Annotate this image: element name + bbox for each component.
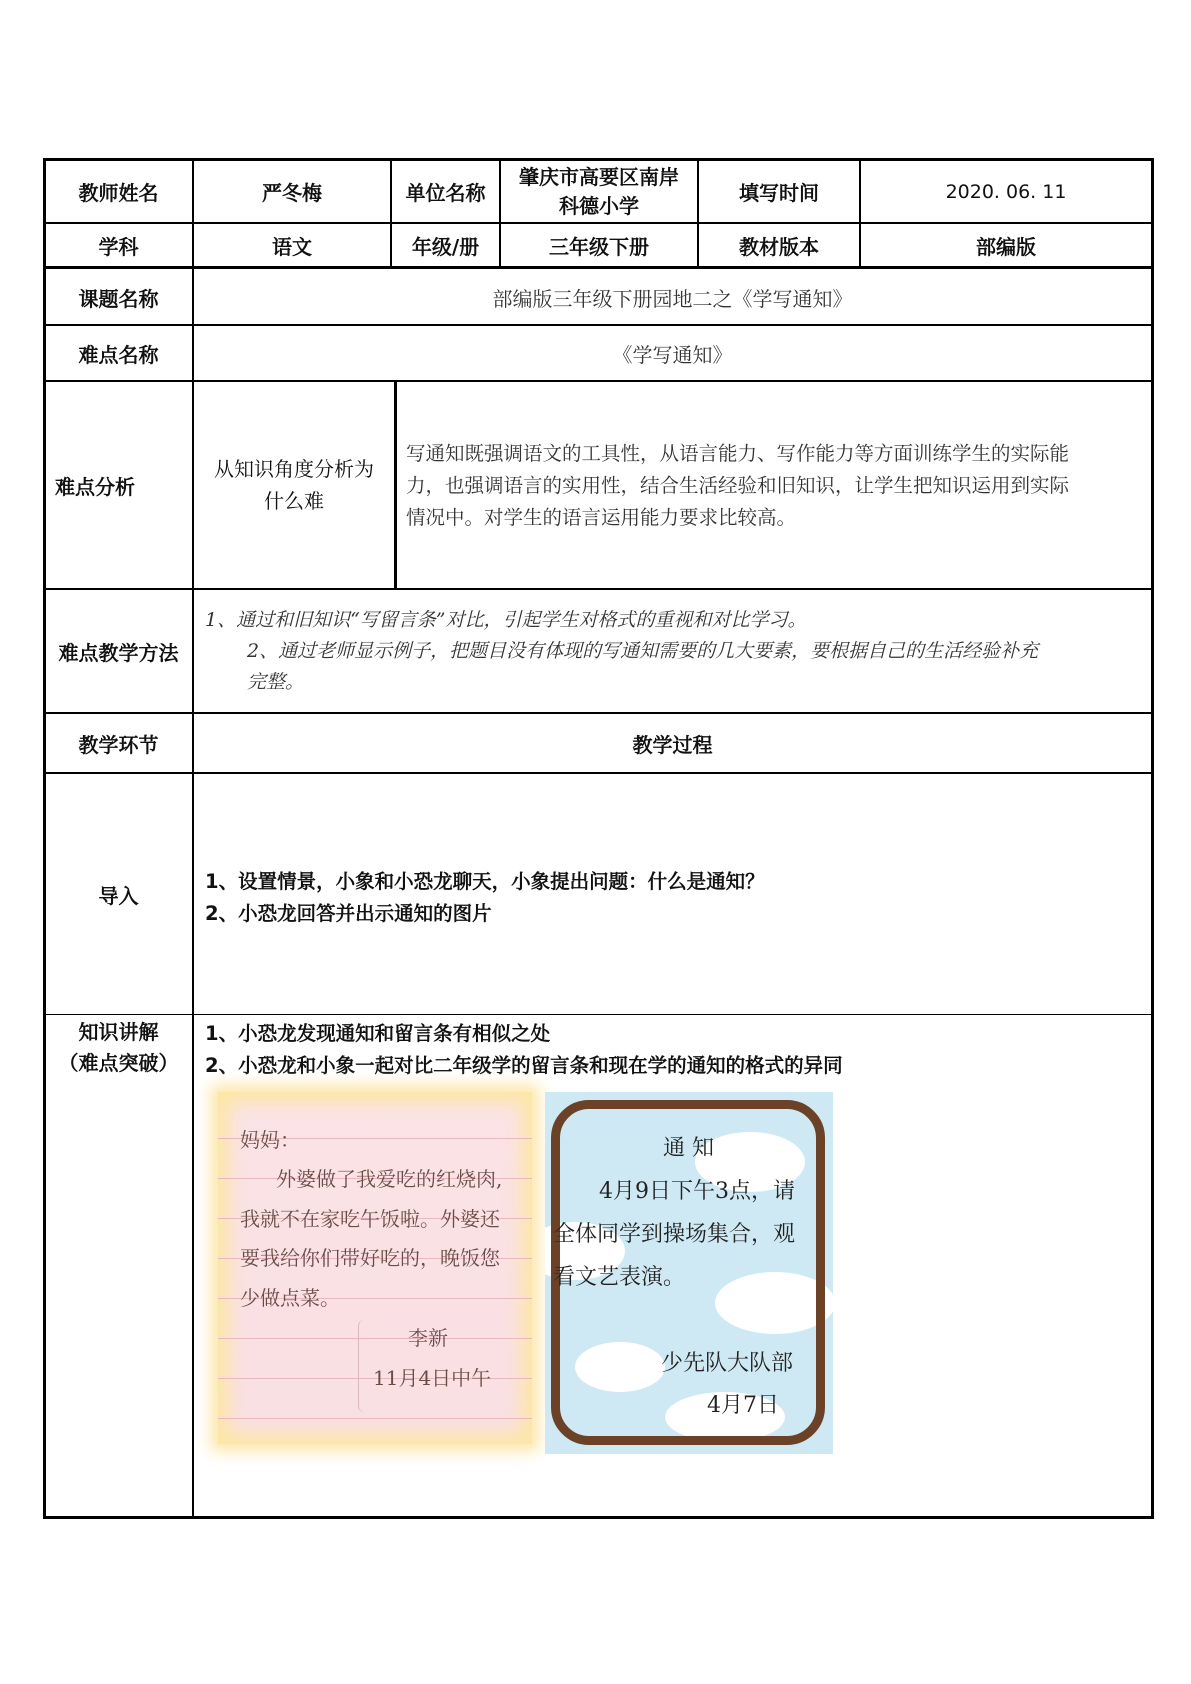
explain-label — [45, 1016, 192, 1080]
intro-line: 1、设置情景，小象和小恐龙聊天，小象提出问题：什么是通知？ — [205, 870, 765, 893]
explain-text — [205, 1018, 1145, 1082]
table-rule — [43, 588, 1154, 590]
notice-line: 看文艺表演。 — [553, 1265, 686, 1290]
method-line: 1、通过和旧知识“写留言条”对比，引起学生对格式的重视和对比学习。 — [205, 609, 807, 631]
notice-line: 全体同学到操场集合，观 — [553, 1222, 796, 1247]
message-signer: 李新 — [408, 1326, 448, 1350]
unit-name-line1: 肇庆市高要区南岸 — [519, 164, 679, 189]
notice-date: 4月7日 — [707, 1393, 779, 1418]
edition-label: 教材版本 — [739, 235, 819, 259]
analysis-label: 难点分析 — [55, 474, 135, 499]
edition-value: 部编版 — [976, 235, 1036, 259]
difficulty-value: 《学写通知》 — [612, 342, 733, 367]
method-line: 完整。 — [247, 671, 305, 693]
subject-value: 语文 — [272, 235, 312, 259]
difficulty-label: 难点名称 — [78, 342, 159, 367]
table-border-right — [1151, 158, 1154, 1519]
stage-header: 教学环节 — [78, 732, 159, 757]
unit-label: 单位名称 — [405, 181, 486, 205]
intro-line: 2、小恐龙回答并出示通知的图片 — [205, 902, 492, 925]
analysis-sublabel — [194, 382, 394, 588]
subject-label: 学科 — [98, 235, 139, 259]
explain-line: 2、小恐龙和小象一起对比二年级学的留言条和现在学的通知的格式的异同 — [205, 1054, 843, 1077]
analysis-line: 写通知既强调语文的工具性，从语言能力、写作能力等方面训练学生的实际能 — [406, 442, 1070, 465]
table-rule — [43, 772, 1154, 774]
method-label: 难点教学方法 — [58, 640, 179, 665]
date-label: 填写时间 — [739, 181, 819, 205]
message-greeting: 妈妈： — [240, 1128, 300, 1152]
topic-value: 部编版三年级下册园地二之《学写通知》 — [492, 286, 853, 311]
teacher-name: 严冬梅 — [262, 181, 322, 205]
analysis-sublabel-line1: 从知识角度分析为 — [214, 457, 374, 481]
analysis-sublabel-line2: 什么难 — [264, 489, 324, 513]
unit-name — [501, 160, 697, 223]
analysis-line: 情况中。对学生的语言运用能力要求比较高。 — [406, 506, 797, 529]
message-line: 我就不在家吃午饭啦。外婆还 — [240, 1207, 500, 1231]
date-value: 2020. 06. 11 — [945, 180, 1067, 203]
notice-card-image — [545, 1092, 833, 1454]
intro-text — [205, 866, 1145, 930]
table-rule — [43, 1014, 1154, 1015]
method-line: 2、通过老师显示例子，把题目没有体现的写通知需要的几大要素，要根据自己的生活经验补充 — [247, 640, 1039, 662]
table-col-rule — [394, 380, 397, 590]
message-note-image — [218, 1092, 532, 1444]
explain-label-line1: 知识讲解 — [78, 1020, 159, 1044]
message-date: 11月4日中午 — [373, 1366, 492, 1390]
teacher-label: 教师姓名 — [78, 181, 159, 205]
notice-title: 通 知 — [663, 1136, 714, 1161]
grade-label: 年级/册 — [411, 235, 480, 259]
explain-label-line2: （难点突破） — [58, 1051, 179, 1075]
explain-line: 1、小恐龙发现通知和留言条有相似之处 — [205, 1022, 551, 1045]
analysis-line: 力，也强调语言的实用性，结合生活经验和旧知识，让学生把知识运用到实际 — [406, 474, 1070, 497]
process-header: 教学过程 — [632, 732, 713, 757]
message-line: 外婆做了我爱吃的红烧肉, — [276, 1167, 503, 1191]
notice-line: 4月9日下午3点，请 — [599, 1179, 795, 1204]
analysis-text — [406, 438, 1146, 534]
grade-value: 三年级下册 — [549, 235, 649, 259]
intro-label: 导入 — [98, 883, 139, 908]
method-text — [205, 605, 1145, 698]
unit-name-line2: 科德小学 — [559, 193, 639, 218]
message-line: 少做点菜。 — [240, 1286, 340, 1310]
notice-signer: 少先队大队部 — [661, 1351, 794, 1376]
message-line: 要我给你们带好吃的，晚饭您 — [240, 1246, 500, 1270]
table-border-bottom — [43, 1516, 1154, 1519]
topic-label: 课题名称 — [78, 286, 159, 311]
